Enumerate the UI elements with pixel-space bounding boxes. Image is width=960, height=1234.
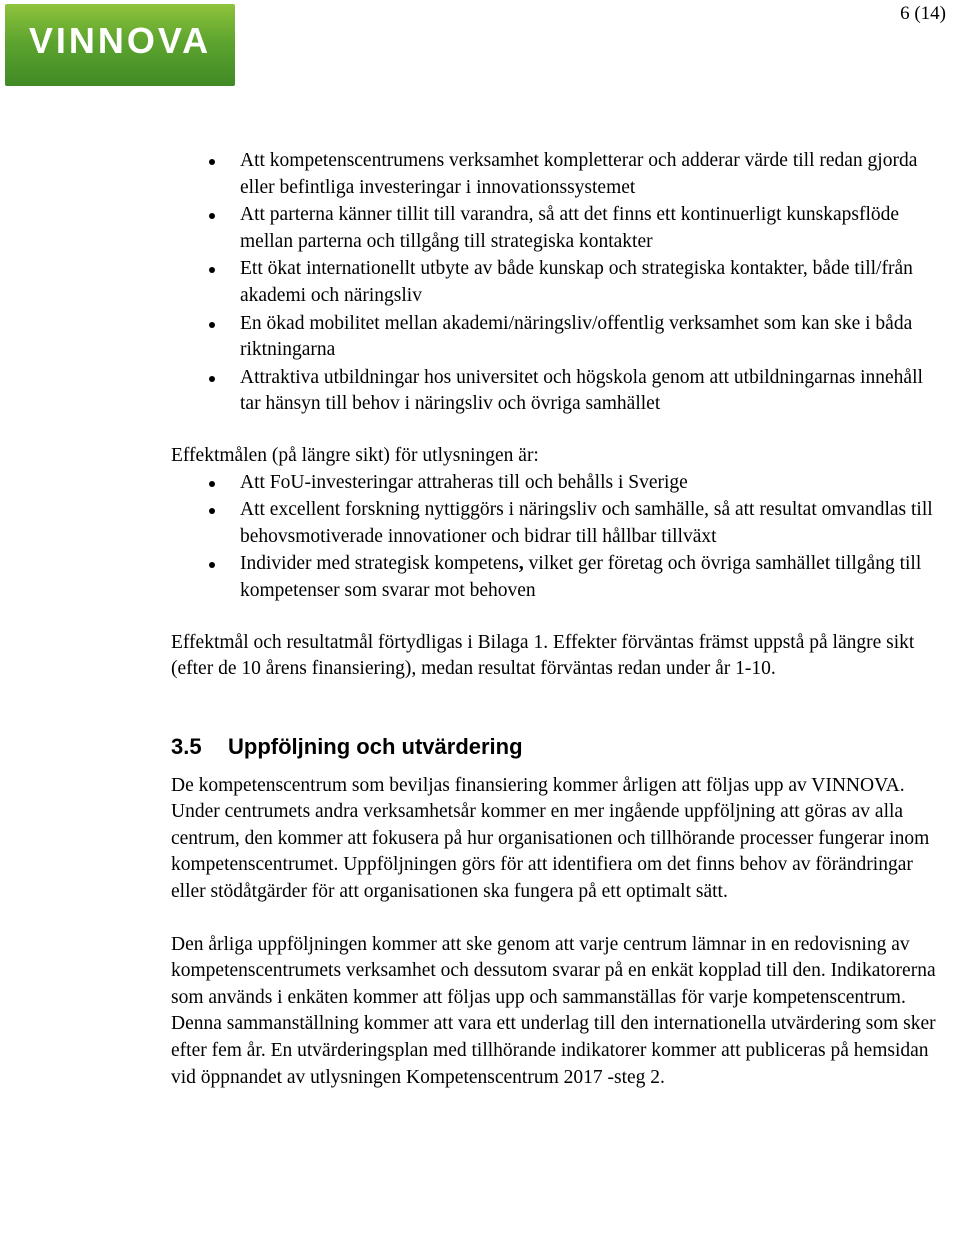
list-item xyxy=(171,497,941,550)
goals-list xyxy=(171,148,941,418)
list-item-text: Att kompetenscentrumens verksamhet kompletterar och adderar värde till redan gjorda eller befintliga investeringar i innovationssystemet xyxy=(240,150,918,198)
list-item xyxy=(171,148,941,201)
list-item-text: Ett ökat internationellt utbyte av både kunskap och strategiska kontakter, både till/från akademi och näringsliv xyxy=(240,258,913,306)
bullet-icon xyxy=(209,562,215,568)
followup-paragraph-1: De kompetenscentrum som beviljas finansiering kommer årligen att följas upp av VINNOVA. Under centrumets andra verksamhetsår kommer en mer ingående uppföljning att göras av alla centrum, den kommer att fokusera på hur organisationen och tillhörande processer fungerar inom kompetenscentrumet. Uppföljningen görs för att identifiera om det finns behov av förändringar eller stödåtgärder för att organisationen ska fungera på ett optimalt sätt. xyxy=(171,774,930,903)
bold-comma: , xyxy=(518,553,524,575)
list-item xyxy=(171,365,941,418)
bullet-icon xyxy=(209,159,215,165)
effect-goals-intro: Effektmålen (på längre sikt) för utlysningen är: xyxy=(171,444,539,466)
list-item-text: En ökad mobilitet mellan akademi/näringsliv/offentlig verksamhet som kan ske i båda riktningarna xyxy=(240,312,913,361)
list-item-text-start: Individer med strategisk kompetens xyxy=(240,553,519,575)
followup-paragraph-2: Den årliga uppföljningen kommer att ske genom att varje centrum lämnar in en redovisning av kompetenscentrumets verksamhet och dessutom svarar på en enkät kopplad till den. Indikatorerna som används i enkäten kommer att följas upp och sammanställas för varje kompetenscentrum. Denna sammanställning kommer att vara ett underlag till den internationella utvärdering som sker efter fem år. En utvärderingsplan med tillhörande indikatorer kommer att publiceras på hemsidan vid öppnandet av utlysningen Kompetenscentrum 2017 -steg 2. xyxy=(171,933,936,1088)
list-item-text: Attraktiva utbildningar hos universitet och högskola genom att utbildningarnas innehåll tar hänsyn till behov i näringsliv och övriga samhället xyxy=(240,366,923,415)
section-heading xyxy=(171,733,941,761)
effect-goals-list xyxy=(171,470,941,605)
bullet-icon xyxy=(209,481,215,487)
bullet-icon xyxy=(209,322,215,328)
list-item xyxy=(171,256,941,309)
bullet-icon xyxy=(209,213,215,219)
effects-paragraph: Effektmål och resultatmål förtydligas i Bilaga 1. Effekter förväntas främst uppstå på längre sikt (efter de 10 årens finansiering), medan resultat förväntas redan under år 1-10. xyxy=(171,631,915,680)
list-item-text: Att parterna känner tillit till varandra, så att det finns ett kontinuerligt kunskapsflöde mellan parterna och tillgång till strategiska kontakter xyxy=(240,204,900,252)
section-title: Uppföljning och utvärdering xyxy=(228,733,523,759)
bullet-icon xyxy=(209,267,215,273)
vinnova-logo xyxy=(5,4,235,86)
list-item-text: Att excellent forskning nyttiggörs i näringsliv och samhälle, så att resultat omvandlas till behovsmotiverade innovationer och bidrar till hållbar tillväxt xyxy=(240,499,933,547)
page-number: 6 (14) xyxy=(900,3,946,24)
bullet-icon xyxy=(209,376,215,382)
list-item xyxy=(171,470,941,497)
section-number: 3.5 xyxy=(171,733,202,759)
list-item xyxy=(171,311,941,364)
document-body xyxy=(171,148,941,1091)
list-item-text-end: vilket ger företag och övriga samhället tillgång till kompetenser som svarar mot behoven xyxy=(240,553,922,601)
list-item-text: Att FoU-investeringar attraheras till och behålls i Sverige xyxy=(240,471,688,493)
list-item xyxy=(171,202,941,255)
logo-text: VINNOVA xyxy=(28,20,212,61)
list-item xyxy=(171,551,941,604)
bullet-icon xyxy=(209,508,215,514)
